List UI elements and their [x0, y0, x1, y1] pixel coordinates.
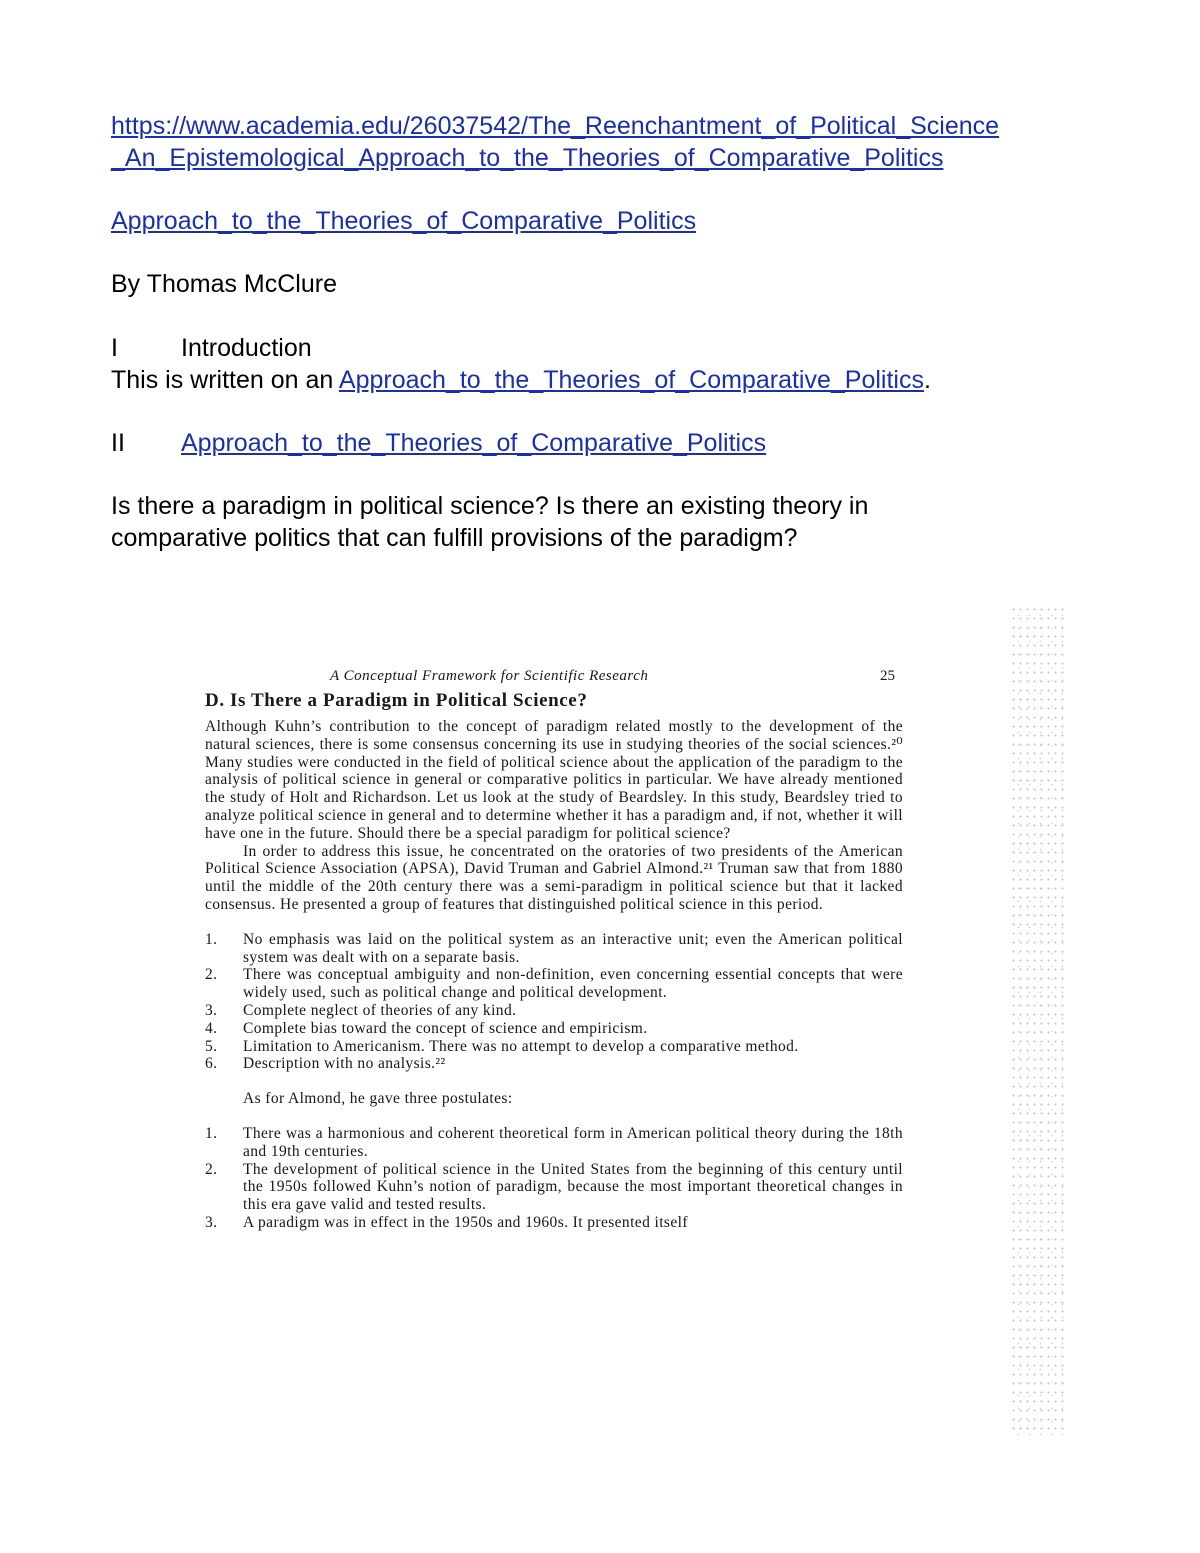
almond-postulates-list	[205, 1125, 903, 1232]
section-1-text	[111, 366, 931, 395]
list-item: 3. A paradigm was in effect in the 1950s and 1960s. It presented itself	[205, 1213, 688, 1231]
list-item: 2. There was conceptual ambiguity and non-definition, even concerning essential concepts that were widely used, such as political change and political development.	[205, 966, 903, 1002]
question-line-1: Is there a paradigm in political science? Is there an existing theory in	[111, 492, 869, 520]
list-item: 4. Complete bias toward the concept of science and empiricism.	[205, 1019, 648, 1037]
section-1-heading	[111, 334, 312, 363]
list-item: 6. Description with no analysis.²²	[205, 1055, 446, 1073]
scan-almond-intro: As for Almond, he gave three postulates:	[243, 1090, 513, 1108]
scanned-book-page	[200, 660, 905, 1420]
author-line: By Thomas McClure	[111, 270, 337, 298]
scan-running-header: A Conceptual Framework for Scientific Research	[330, 668, 649, 684]
scan-paragraph-1: Although Kuhn’s contribution to the concept of paradigm related mostly to the development of the natural sciences, there is some consensus concerning its use in studying theories of the social sciences.²⁰ Many studies were conducted in the field of political science about the application of the paradigm to the analysis of political science in general or comparative politics in particular. We have already mentioned the study of Holt and Richardson. Let us look at the study of Beardsley. In this study, Beardsley tried to analyze political science in general and to determine whether it has a paradigm and, if not, whether it will have one in the future. Should there be a special paradigm for political science?	[205, 718, 903, 842]
scan-paragraph-2: In order to address this issue, he concentrated on the oratories of two presidents of the American Political Science Association (APSA), David Truman and Gabriel Almond.²¹ Truman saw that from 1880 until the middle of the 20th century there was a semi-paradigm in political science but that it lacked consensus. He presented a group of features that distinguished political science in this period.	[205, 842, 903, 913]
subtitle-link[interactable]: Approach_to_the_Theories_of_Comparative_Politics	[111, 207, 697, 235]
question-line-2: comparative politics that can fulfill provisions of the paradigm?	[111, 524, 798, 552]
scan-body	[205, 718, 903, 1232]
section-2-link[interactable]: Approach_to_the_Theories_of_Comparative_Politics	[181, 429, 767, 457]
url-link-line-1[interactable]: https://www.academia.edu/26037542/The_Reenchantment_of_Political_Science	[111, 112, 1000, 140]
scan-binding-edge	[1010, 605, 1065, 1435]
section-2-heading	[111, 429, 766, 458]
section-1-title: Introduction	[181, 334, 312, 362]
truman-features-list	[205, 931, 903, 1073]
list-item: 1. There was a harmonious and coherent theoretical form in American political theory during the 18th and 19th centuries.	[205, 1124, 903, 1160]
section-1-text-after: .	[923, 366, 931, 394]
scan-heading: D. Is There a Paradigm in Political Science?	[205, 690, 588, 711]
section-1-link[interactable]: Approach_to_the_Theories_of_Comparative_Politics	[338, 366, 924, 394]
list-item: 3. Complete neglect of theories of any kind.	[205, 1001, 517, 1019]
section-1-number: I	[111, 334, 118, 362]
section-1-text-before: This is written on an	[111, 366, 339, 394]
section-2-number: II	[111, 429, 125, 457]
list-item: 5. Limitation to Americanism. There was no attempt to develop a comparative method.	[205, 1037, 799, 1055]
list-item: 2. The development of political science in the United States from the beginning of this century until the 1950s followed Kuhn’s notion of paradigm, because the most important theoretical changes in this era gave valid and tested results.	[205, 1160, 903, 1214]
list-item: 1. No emphasis was laid on the political system as an interactive unit; even the American political system was dealt with on a separate basis.	[205, 930, 903, 966]
url-link-line-2[interactable]: _An_Epistemological_Approach_to_the_Theories_of_Comparative_Politics	[111, 144, 944, 172]
scan-page-number: 25	[880, 668, 895, 684]
